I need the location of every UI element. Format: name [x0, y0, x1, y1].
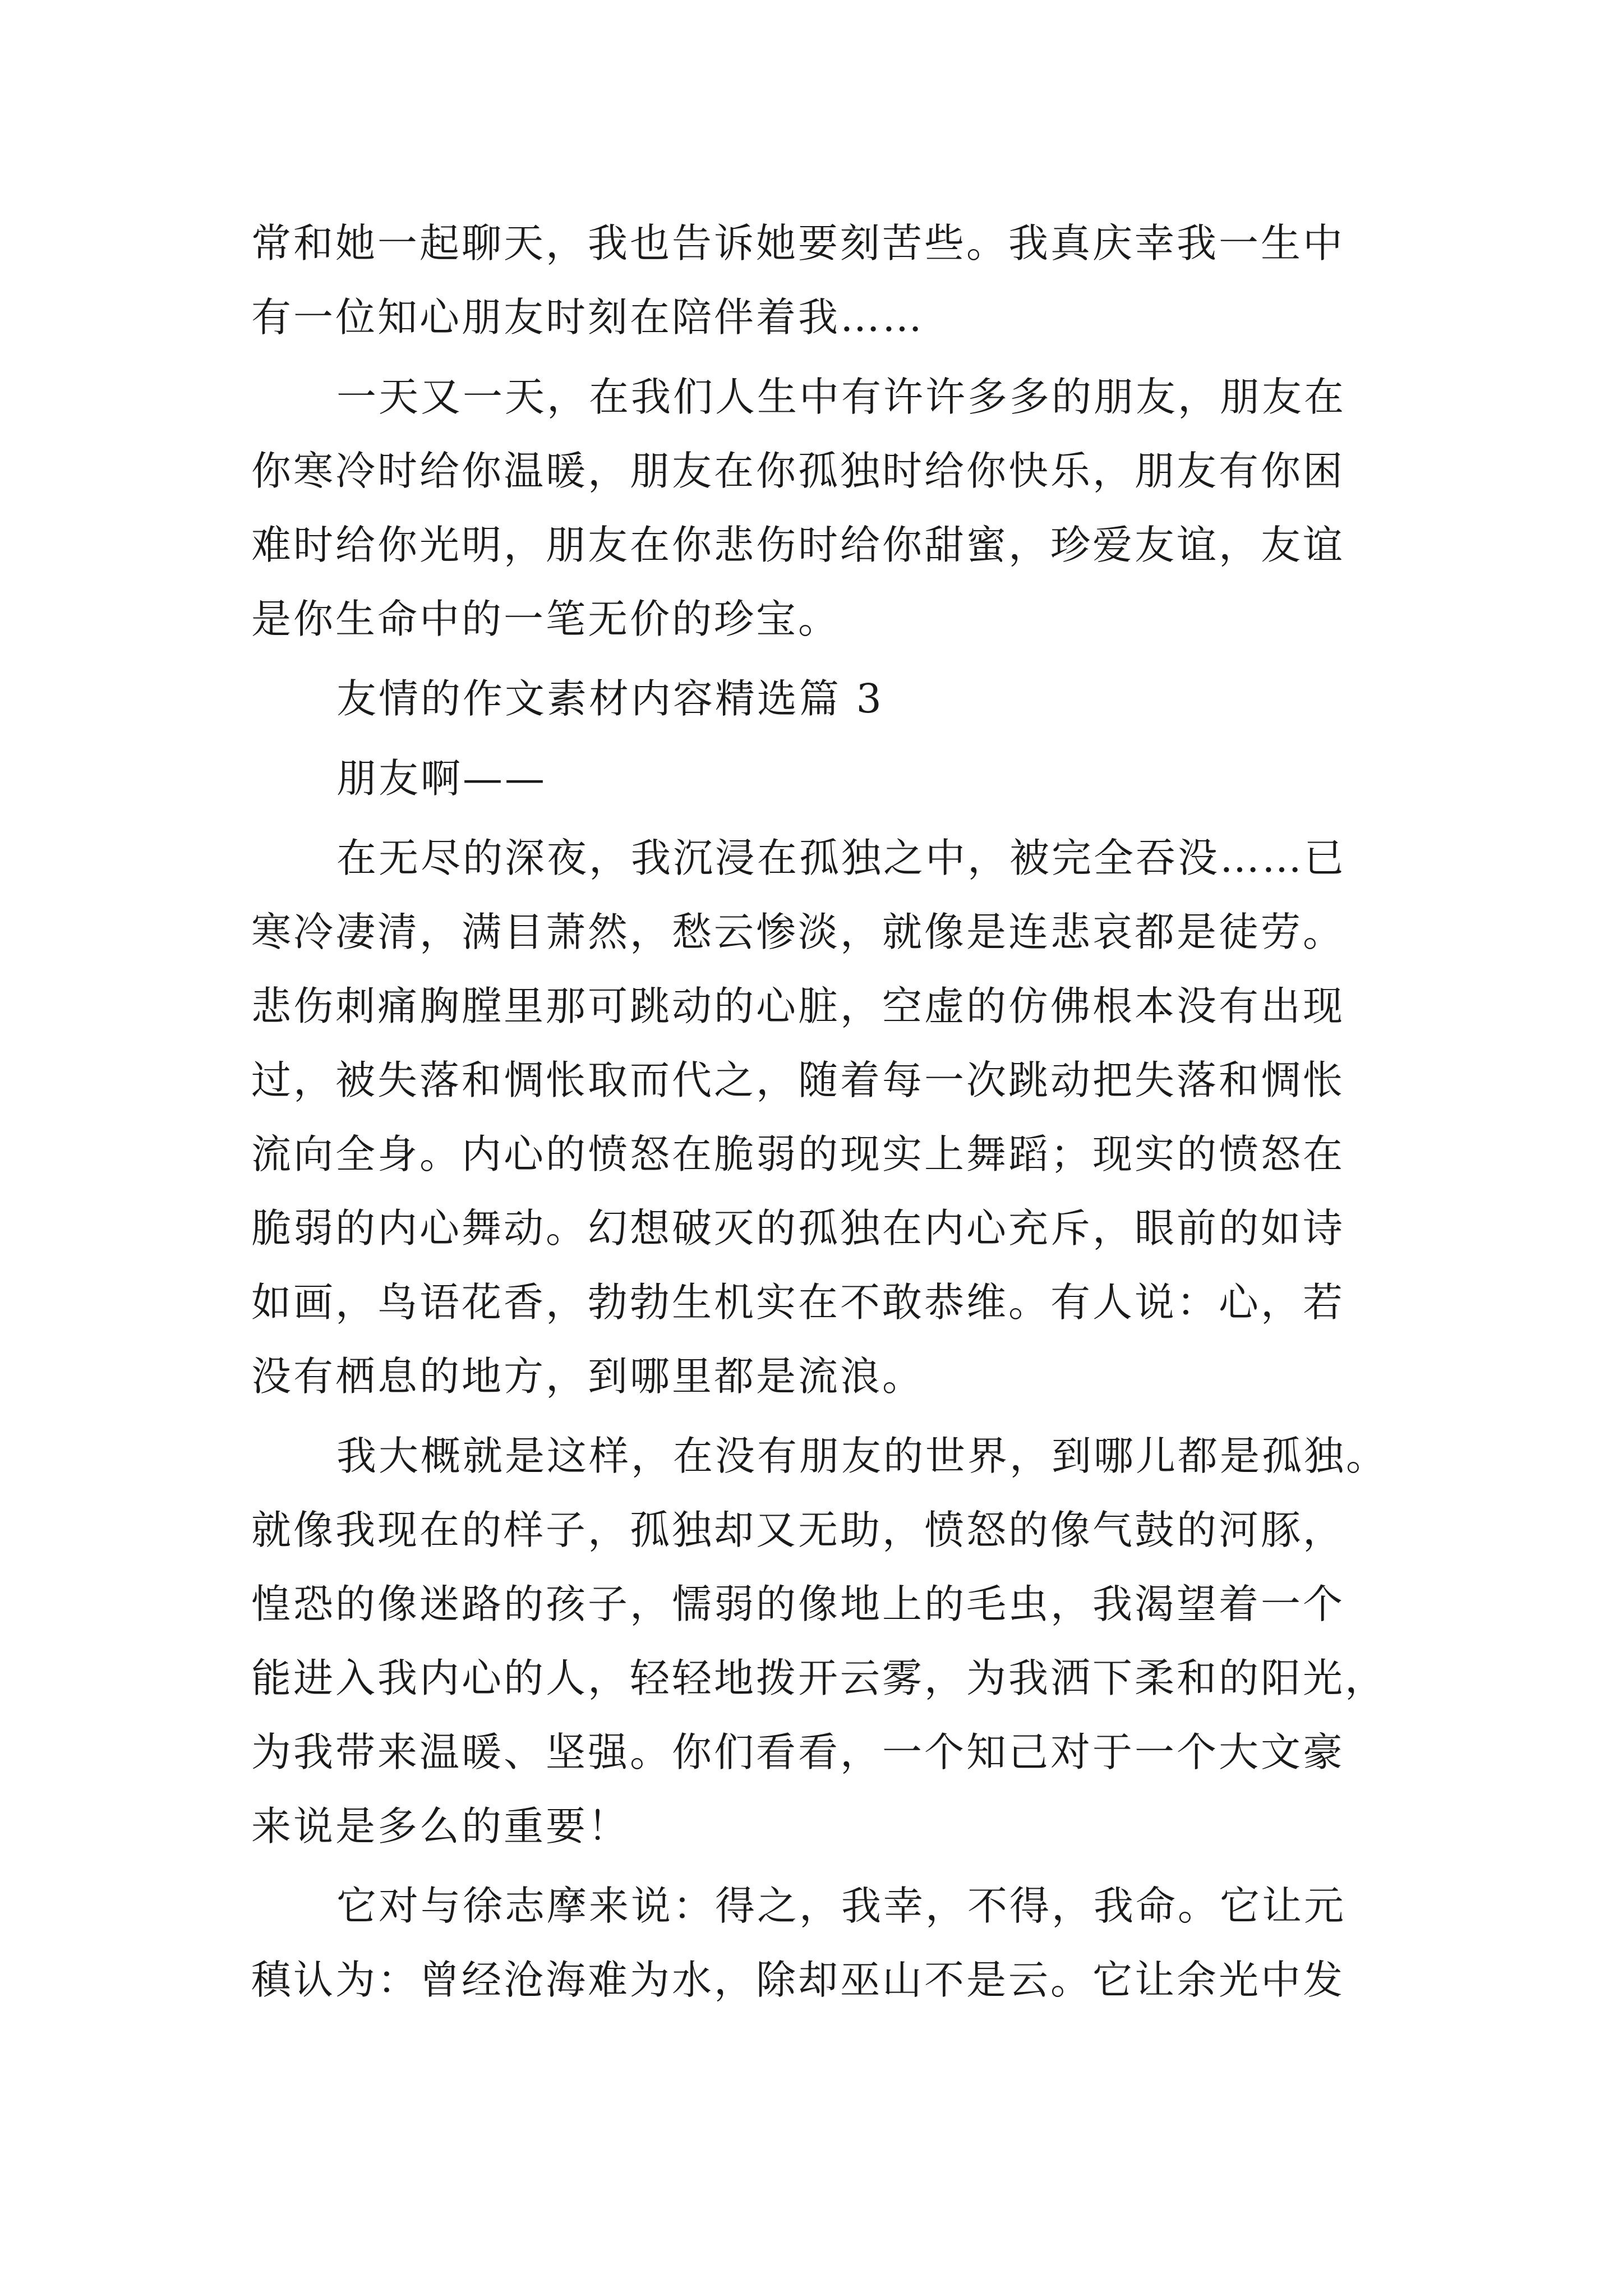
paragraph-first-line: 在无尽的深夜，我沉浸在孤独之中，被完全吞没……已: [336, 835, 1347, 881]
text-line: 常和她一起聊天，我也告诉她要刻苦些。我真庆幸我一生中: [251, 220, 1345, 266]
paragraph-first-line: 一天又一天，在我们人生中有许许多多的朋友，朋友在: [336, 374, 1347, 420]
text-line: 过，被失落和惆怅取而代之，随着每一次跳动把失落和惆怅: [251, 1057, 1345, 1103]
text-line: 稹认为：曾经沧海难为水，除却巫山不是云。它让余光中发: [251, 1957, 1345, 2003]
section-heading: 友情的作文素材内容精选篇 3: [336, 675, 884, 722]
text-line: 能进入我内心的人，轻轻地拨开云雾，为我洒下柔和的阳光，: [251, 1655, 1387, 1701]
text-line: 来说是多么的重要！: [251, 1803, 630, 1849]
text-line: 流向全身。内心的愤怒在脆弱的现实上舞蹈；现实的愤怒在: [251, 1131, 1345, 1177]
text-line: 惶恐的像迷路的孩子，懦弱的像地上的毛虫，我渴望着一个: [251, 1581, 1345, 1627]
text-line: 有一位知心朋友时刻在陪伴着我……: [251, 294, 925, 341]
text-line: 寒冷凄清，满目萧然，愁云惨淡，就像是连悲哀都是徒劳。: [251, 909, 1345, 955]
paragraph-first-line: 朋友啊——: [336, 755, 547, 802]
text-line: 没有栖息的地方，到哪里都是流浪。: [251, 1353, 925, 1400]
paragraph-first-line: 它对与徐志摩来说：得之，我幸，不得，我命。它让元: [336, 1883, 1347, 1929]
text-line: 如画，鸟语花香，勃勃生机实在不敢恭维。有人说：心，若: [251, 1279, 1345, 1326]
text-line: 难时给你光明，朋友在你悲伤时给你甜蜜，珍爱友谊，友谊: [251, 522, 1345, 568]
text-line: 你寒冷时给你温暖，朋友在你孤独时给你快乐，朋友有你困: [251, 448, 1345, 494]
text-line: 就像我现在的样子，孤独却又无助，愤怒的像气鼓的河豚，: [251, 1507, 1345, 1553]
text-line: 脆弱的内心舞动。幻想破灭的孤独在内心充斥，眼前的如诗: [251, 1205, 1345, 1251]
text-line: 为我带来温暖、坚强。你们看看，一个知己对于一个大文豪: [251, 1729, 1345, 1775]
text-line: 悲伤刺痛胸膛里那可跳动的心脏，空虚的仿佛根本没有出现: [251, 983, 1345, 1029]
paragraph-first-line: 我大概就是这样，在没有朋友的世界，到哪儿都是孤独。: [336, 1433, 1389, 1479]
text-line: 是你生命中的一笔无价的珍宝。: [251, 596, 841, 642]
